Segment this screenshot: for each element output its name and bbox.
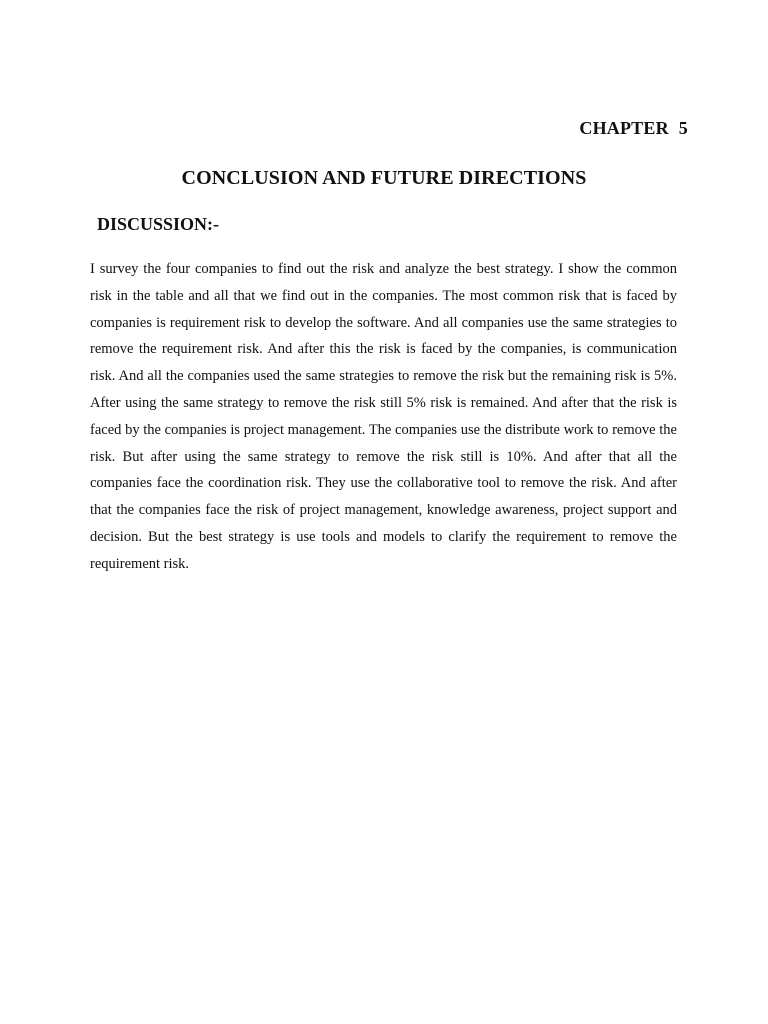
chapter-title: CONCLUSION AND FUTURE DIRECTIONS [181,167,587,189]
chapter-heading [579,118,688,139]
discussion-paragraph: I survey the four companies to find out the risk and analyze the best strategy. I show the common risk in the table and all that we find out in the companies. The most common risk that is faced by companies is requirement risk to develop the software. And all companies use the same strategies to remove the requirement risk. And after this the risk is faced by the companies, is communication risk. And all the companies used the same strategies to remove the risk but the remaining risk is 5%. After using the same strategy to remove the risk still 5% risk is remained. And after that the risk is faced by the companies is project management. The companies use the distribute work to remove the risk. But after using the same strategy to remove the risk still is 10%. And after that all the companies face the coordination risk. They use the collaborative tool to remove the risk. And after that the companies face the risk of project management, knowledge awareness, project support and decision. But the best strategy is use tools and models to clarify the requirement to remove the requirement risk. [90,261,677,572]
chapter-label: CHAPTER [579,118,669,138]
chapter-number: 5 [678,118,688,138]
section-heading: DISCUSSION:- [97,214,220,234]
